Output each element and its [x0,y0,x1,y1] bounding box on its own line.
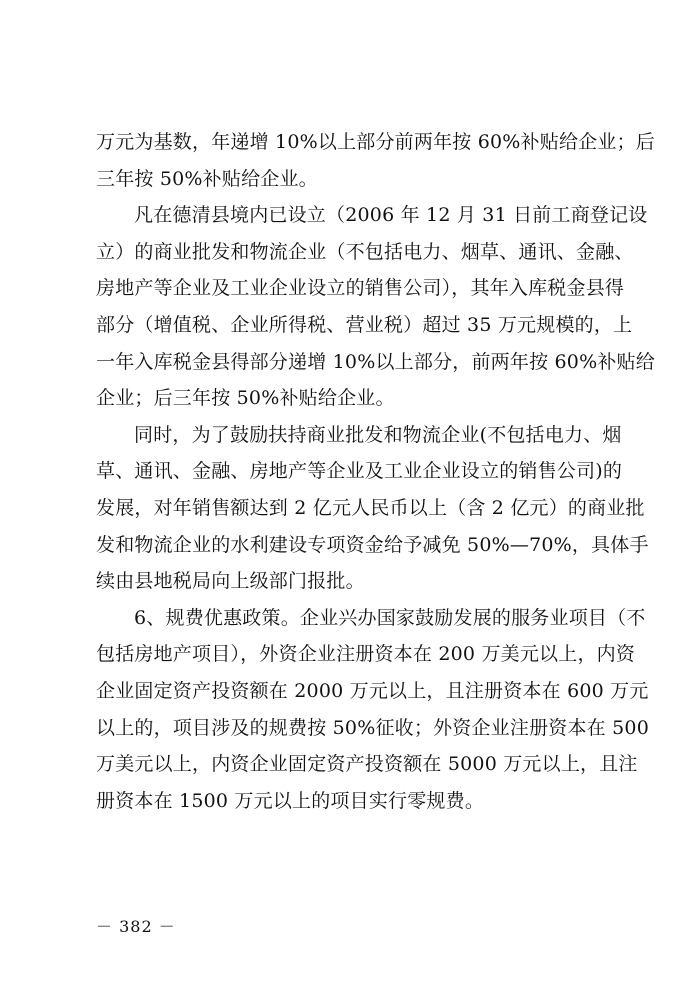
text-line: 包括房地产项目），外资企业注册资本在 200 万美元以上，内资 [96,643,636,666]
text-line: 一年入库税金县得部分递增 10%以上部分，前两年按 60%补贴给 [96,350,655,373]
text-line: 房地产等企业及工业企业设立的销售公司），其年入库税金县得 [96,277,625,300]
text-line: 册资本在 1500 万元以上的项目实行零规费。 [96,789,485,812]
text-line: 企业；后三年按 50%补贴给企业。 [96,387,395,410]
page-number: － 382 － [96,917,176,936]
text-line: 以上的，项目涉及的规费按 50%征收；外资企业注册资本在 500 [96,716,649,739]
text-line: 部分（增值税、企业所得税、营业税）超过 35 万元规模的，上 [96,313,633,336]
text-line: 万美元以上，内资企业固定资产投资额在 5000 万元以上，且注 [96,753,638,776]
text-line: 立）的商业批发和物流企业（不包括电力、烟草、通讯、金融、 [96,240,634,263]
text-line: 6、规费优惠政策。企业兴办国家鼓励发展的服务业项目（不 [134,606,646,629]
text-line: 发展，对年销售额达到 2 亿元人民币以上（含 2 亿元）的商业批 [96,496,645,519]
text-line: 万元为基数，年递增 10%以上部分前两年按 60%补贴给企业；后 [96,131,655,153]
text-line: 三年按 50%补贴给企业。 [96,167,318,190]
text-line: 企业固定资产投资额在 2000 万元以上，且注册资本在 600 万元 [96,679,649,702]
text-line: 凡在德清县境内已设立（2006 年 12 月 31 日前工商登记设 [134,204,648,227]
body-text [96,124,655,819]
text-line: 草、通讯、金融、房地产等企业及工业企业设立的销售公司)的 [96,460,623,483]
text-line: 发和物流企业的水利建设专项资金给予减免 50%—70%，具体手 [96,533,649,556]
text-line: 续由县地税局向上级部门报批。 [96,570,365,593]
text-line: 同时，为了鼓励扶持商业批发和物流企业(不包括电力、烟 [134,423,622,446]
